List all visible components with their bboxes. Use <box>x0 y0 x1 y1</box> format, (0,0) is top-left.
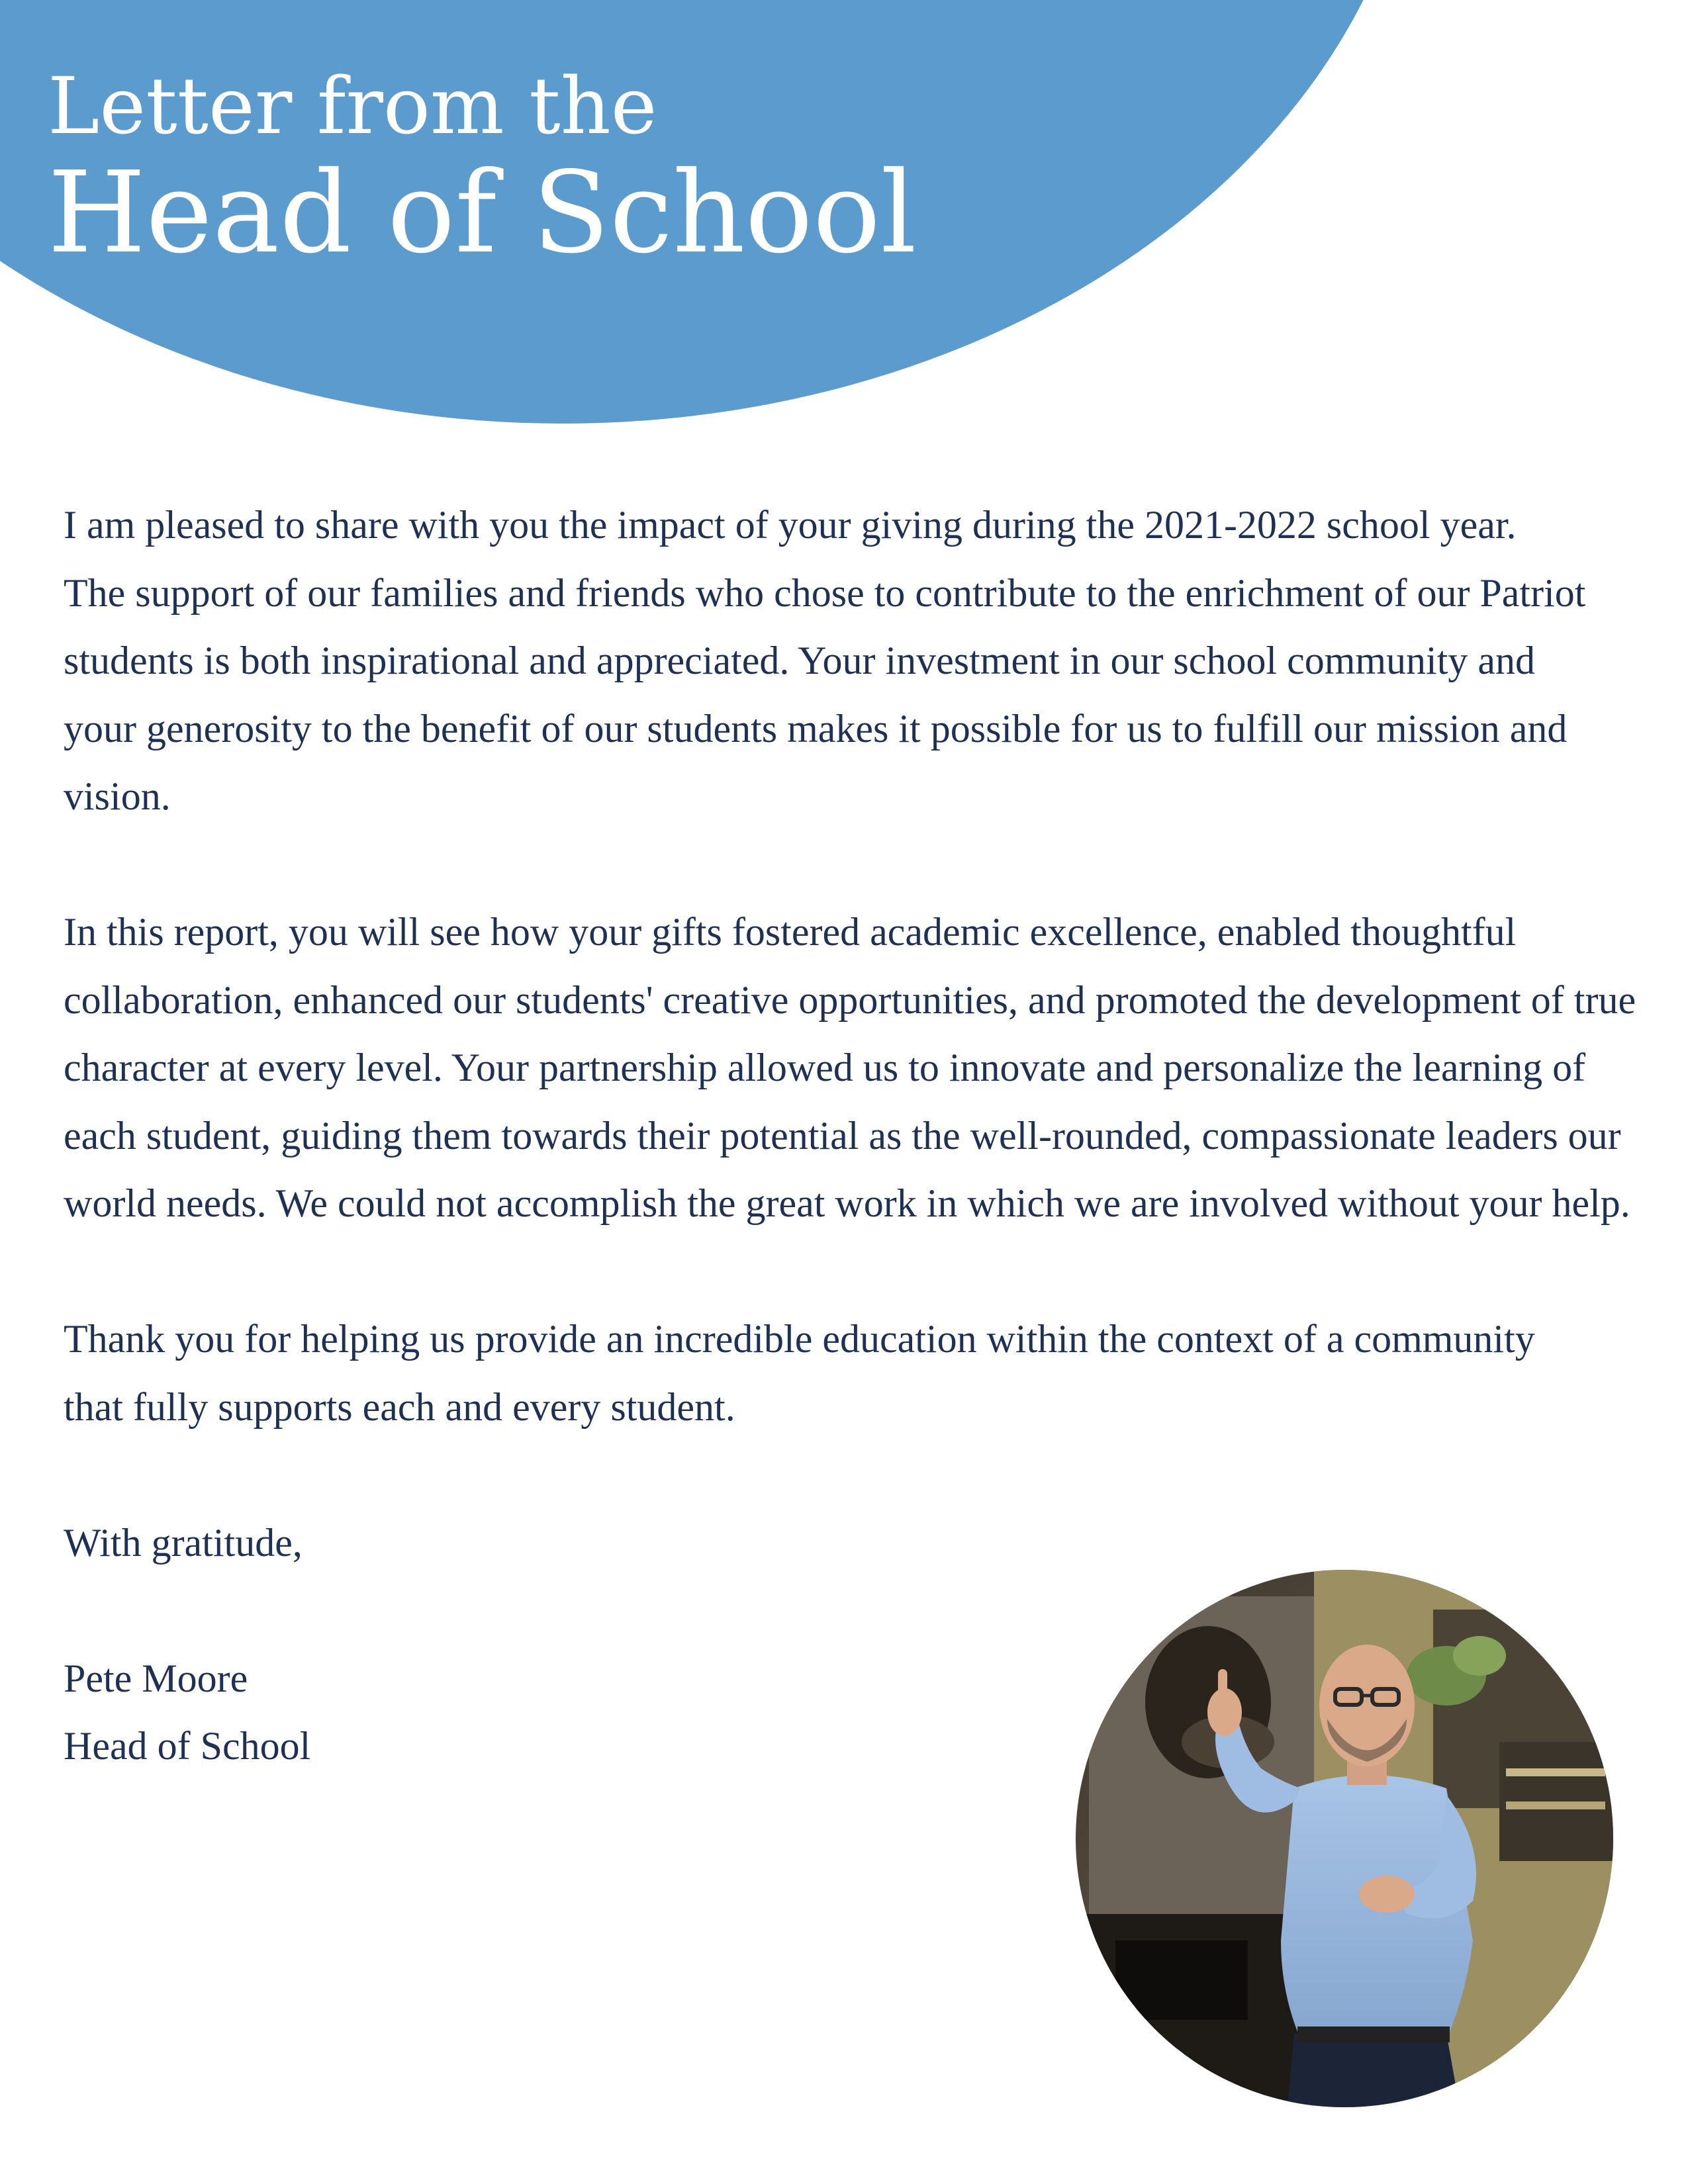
letter-closing: With gratitude, <box>64 1520 303 1565</box>
title-line-2: Head of School <box>48 148 917 279</box>
person-portrait-photo-icon <box>1076 1570 1613 2107</box>
letter-paragraph-3: Thank you for helping us provide an incredible education within the context of a community that fully supports each and every student. <box>64 1317 1535 1429</box>
letter-paragraph-2: In this report, you will see how your gifts fostered academic excellence, enabled thoughtful collaboration, enhanced our students' creative opportunities, and promoted the development of true character at every level. Your partnership allowed us to innovate and personalize the learning of each student, guiding them towards their potential as the well-rounded, compassionate leaders our world needs. We could not accomplish the great work in which we are involved without your help. <box>64 910 1636 1225</box>
head-of-school-photo <box>1076 1570 1613 2107</box>
letter-paragraph-1: I am pleased to share with you the impact of your giving during the 2021-2022 school year. The support of our families and friends who chose to contribute to the enrichment of our Patriot students is both inspirational and appreciated. Your investment in our school community and your generosity to the benefit of our students makes it possible for us to fulfill our mission and vision. <box>64 503 1586 818</box>
title-line-1: Letter from the <box>48 60 657 152</box>
signer-name: Pete Moore <box>64 1656 248 1700</box>
signer-title: Head of School <box>64 1724 311 1768</box>
